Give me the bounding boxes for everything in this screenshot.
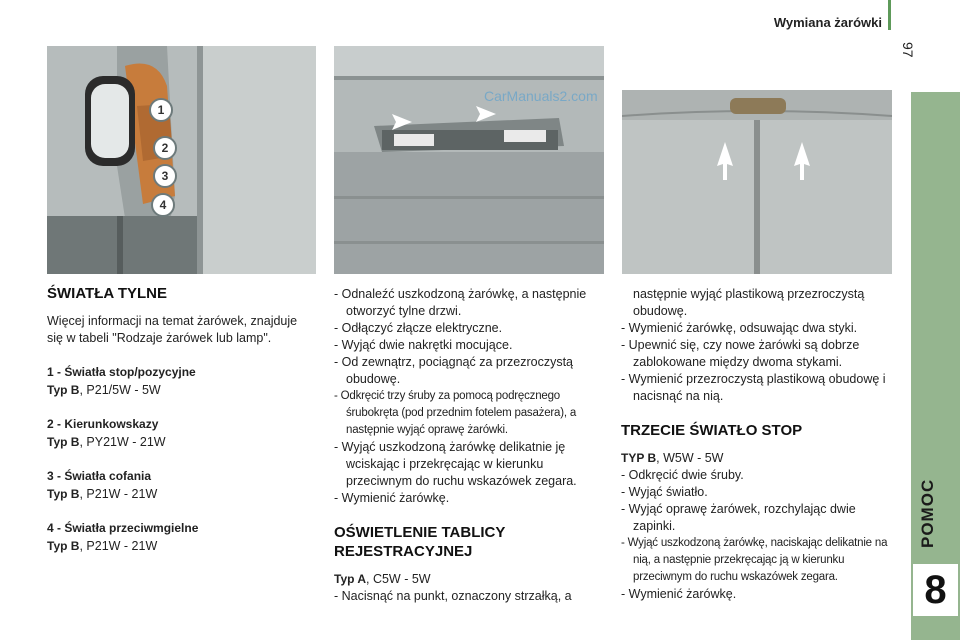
type-value: , W5W - 5W xyxy=(656,451,724,465)
type-label: Typ A xyxy=(334,572,366,586)
section-title: Wymiana żarówki xyxy=(773,15,882,30)
step: - Wymienić żarówkę. xyxy=(621,587,737,601)
header-divider xyxy=(888,0,891,30)
step: - Nacisnąć na punkt, oznaczony strzałką, a xyxy=(334,589,572,603)
chapter-side-tab xyxy=(911,92,960,640)
photo-plate-light xyxy=(334,46,604,274)
type-label: Typ B xyxy=(47,435,80,449)
chapter-number: 8 xyxy=(911,562,960,618)
type-label: TYP B xyxy=(621,451,657,465)
plate-light-illustration xyxy=(334,46,604,274)
column-replacement-steps xyxy=(334,286,604,605)
type-value: , P21W - 21W xyxy=(79,539,158,553)
step: - Odkręcić dwie śruby. xyxy=(621,468,744,482)
callout-badge: 1 xyxy=(149,98,173,122)
step: - Wymienić żarówkę, odsuwając dwa styki. xyxy=(621,321,858,335)
type-label: Typ B xyxy=(47,539,80,553)
type-value: , P21/5W - 5W xyxy=(79,383,161,397)
step: - Wyjąć oprawę żarówek, rozchylając dwie zapinki. xyxy=(621,502,856,533)
heading-plate-light: OŚWIETLENIE TABLICY REJESTRACYJNEJ xyxy=(334,524,506,560)
item-type xyxy=(47,434,309,451)
callout-badge: 4 xyxy=(151,193,175,217)
step: - Wyjąć uszkodzoną żarówkę delikatnie ję wciskając i przekręcając w kierunku przeciwnym do ruchu wskazówek zegara. xyxy=(334,440,577,488)
step: - Wymienić przezroczystą plastikową obudowę i nacisnąć na nią. xyxy=(621,372,886,403)
step: - Od zewnątrz, pociągnąć za przezroczystą obudowę. xyxy=(334,355,573,386)
column-third-stop-light xyxy=(621,286,893,603)
type-label: Typ B xyxy=(47,383,80,397)
step: - Wyjąć światło. xyxy=(621,485,708,499)
photo-rear-lights xyxy=(47,46,316,274)
type-label: Typ B xyxy=(47,487,80,501)
step: - Odkręcić trzy śruby za pomocą podręcznego śrubokręta (pod przednim fotelem pasażera), a następnie wyjąć oprawę żarówki. xyxy=(334,390,577,436)
plate-light-type xyxy=(334,571,604,588)
item-type xyxy=(47,538,309,555)
item-type xyxy=(47,382,309,399)
photo-third-stop-light xyxy=(622,46,892,274)
step: - Wyjąć uszkodzoną żarówkę, naciskając delikatnie na nią, a następnie przekręcając ją w kierunku przeciwnym do ruchu wskazówek zegara. xyxy=(621,537,888,583)
intro-paragraph: Więcej informacji na temat żarówek, znajduje się w tabeli "Rodzaje żarówek lub lamp". xyxy=(47,314,298,345)
step: - Wymienić żarówkę. xyxy=(334,491,450,505)
item-title: 3 - Światła cofania xyxy=(47,469,152,483)
column-rear-lights xyxy=(47,284,309,555)
item-title: 1 - Światła stop/pozycyjne xyxy=(47,365,196,379)
rear-lights-illustration xyxy=(47,46,316,274)
item-title: 2 - Kierunkowskazy xyxy=(47,417,159,431)
type-value: , P21W - 21W xyxy=(79,487,158,501)
step: - Odnaleźć uszkodzoną żarówkę, a następnie otworzyć tylne drzwi. xyxy=(334,287,587,318)
callout-badge: 2 xyxy=(153,136,177,160)
chapter-label: POMOC xyxy=(918,478,937,548)
heading-rear-lights: ŚWIATŁA TYLNE xyxy=(47,285,167,302)
callout-badge: 3 xyxy=(153,164,177,188)
type-value: , C5W - 5W xyxy=(366,572,431,586)
type-value: , PY21W - 21W xyxy=(79,435,166,449)
page-number: 97 xyxy=(900,42,916,58)
third-stop-type xyxy=(621,450,893,467)
step: - Wyjąć dwie nakrętki mocujące. xyxy=(334,338,513,352)
step-continuation: następnie wyjąć plastikową przezroczystą obudowę. xyxy=(633,287,865,318)
item-type xyxy=(47,486,309,503)
item-title: 4 - Światła przeciwmgielne xyxy=(47,521,199,535)
heading-third-stop-light: TRZECIE ŚWIATŁO STOP xyxy=(621,422,803,439)
step: - Upewnić się, czy nowe żarówki są dobrze zablokowane między dwoma stykami. xyxy=(621,338,860,369)
step: - Odłączyć złącze elektryczne. xyxy=(334,321,503,335)
watermark: CarManuals2.com xyxy=(484,88,598,104)
third-stop-light-illustration xyxy=(622,46,892,274)
